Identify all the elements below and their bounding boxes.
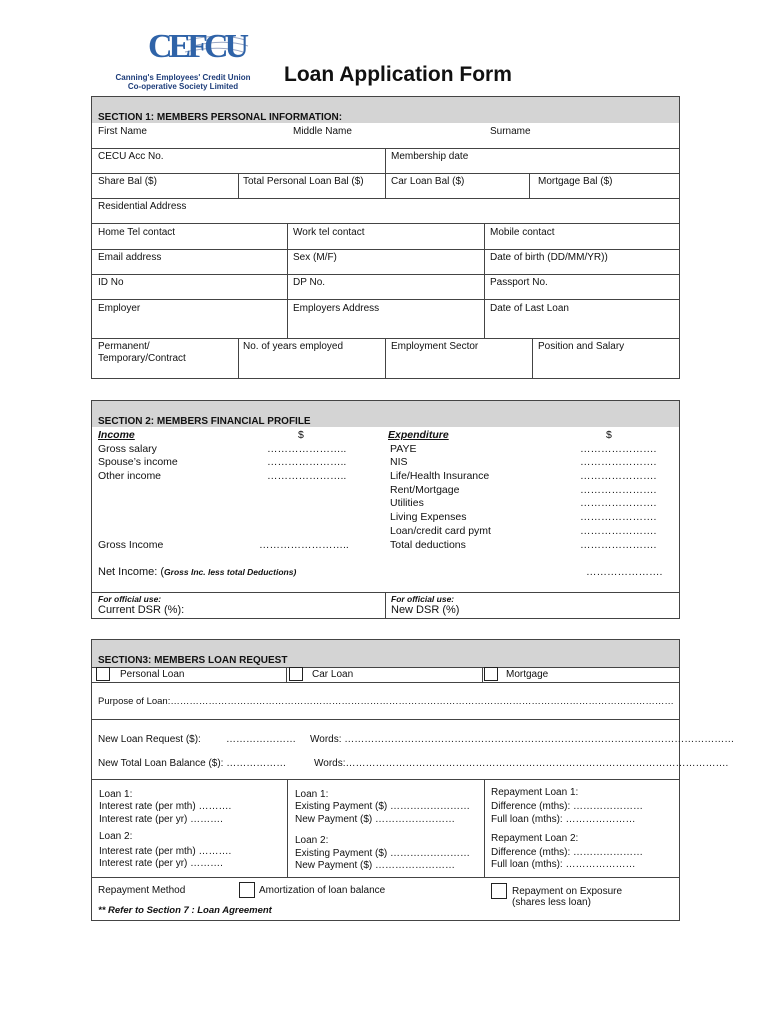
page-title: Loan Application Form <box>284 63 512 86</box>
loan2-label-a: Loan 2: <box>99 831 133 842</box>
passport-no-label: Passport No. <box>490 277 548 288</box>
exp-dots-3: …………………. <box>580 470 657 482</box>
repayment-exposure-checkbox[interactable] <box>491 883 507 899</box>
exp-dots-5: …………………. <box>580 497 657 509</box>
personal-loan-label: Personal Loan <box>120 669 185 680</box>
logo-org-line1: Canning's Employees' Credit Union <box>115 73 251 82</box>
mortgage-label: Mortgage <box>506 669 549 680</box>
home-tel-label: Home Tel contact <box>98 227 176 238</box>
spouse-income-dots: ………………….. <box>267 456 347 468</box>
net-income-note: Gross Inc. less total Deductions) <box>164 567 297 577</box>
car-loan-label: Car Loan <box>312 669 354 680</box>
logo <box>93 26 283 96</box>
first-name-label: First Name <box>98 126 147 137</box>
section1-header: SECTION 1: MEMBERS PERSONAL INFORMATION: <box>98 112 343 123</box>
car-loan-bal-label: Car Loan Bal ($) <box>391 176 465 187</box>
share-bal-label: Share Bal ($) <box>98 176 157 187</box>
permanent-label: Permanent/ <box>98 341 150 352</box>
exp-dots-7: …………………. <box>580 525 657 537</box>
amortization-checkbox[interactable] <box>239 882 255 898</box>
new-payment-2: New Payment ($) …………………… <box>295 860 456 871</box>
logo-letters: CEFCU <box>148 28 246 65</box>
dp-no-label: DP No. <box>293 277 326 288</box>
exp-dots-1: …………………. <box>580 443 657 455</box>
section1-frame <box>91 96 680 379</box>
mobile-label: Mobile contact <box>490 227 555 238</box>
employment-sector-label: Employment Sector <box>391 341 479 352</box>
dob-label: Date of birth (DD/MM/YR)) <box>490 252 608 263</box>
mortgage-bal-label: Mortgage Bal ($) <box>538 176 613 187</box>
exp-item-total: Total deductions <box>390 539 466 551</box>
gross-income-label: Gross Income <box>98 539 164 551</box>
existing-payment-2: Existing Payment ($) …………………… <box>295 848 471 859</box>
position-salary-label: Position and Salary <box>538 341 625 352</box>
repayment-loan2-label: Repayment Loan 2: <box>491 833 579 844</box>
sex-label: Sex (M/F) <box>293 252 337 263</box>
exp-item-living: Living Expenses <box>390 511 467 523</box>
repayment-exposure-line1: Repayment on Exposure <box>512 886 623 897</box>
car-loan-checkbox[interactable] <box>289 667 303 681</box>
logo-org-line2: Co-operative Society Limited <box>127 82 239 91</box>
temporary-contract-label: Temporary/Contract <box>98 353 186 364</box>
full-loan-mths-1: Full loan (mths): ………………… <box>491 814 636 825</box>
exp-item-paye: PAYE <box>390 443 417 455</box>
exp-item-utilities: Utilities <box>390 497 424 509</box>
existing-payment-1: Existing Payment ($) …………………… <box>295 801 471 812</box>
net-income-dots: …………………. <box>586 566 663 578</box>
exp-dots-2: …………………. <box>580 456 657 468</box>
surname-label: Surname <box>490 126 531 137</box>
exp-dots-4: …………………. <box>580 484 657 496</box>
words-line-1: Words: ……………………………………………………………………………………………………… <box>310 734 735 745</box>
total-personal-loan-bal-label: Total Personal Loan Bal ($) <box>243 176 364 187</box>
email-label: Email address <box>98 252 162 263</box>
section2-header: SECTION 2: MEMBERS FINANCIAL PROFILE <box>98 416 311 427</box>
official-use-right: For official use: <box>391 594 455 604</box>
new-loan-request-dots: ………………… <box>226 734 296 745</box>
years-employed-label: No. of years employed <box>243 341 344 352</box>
exp-item-nis: NIS <box>390 456 408 468</box>
official-use-left: For official use: <box>98 594 162 604</box>
spouse-income-label: Spouse’s income <box>98 456 178 468</box>
interest-mth-1: Interest rate (per mth) ………. <box>99 801 232 812</box>
gross-salary-dots: ………………….. <box>267 443 347 455</box>
id-no-label: ID No <box>98 277 124 288</box>
middle-name-label: Middle Name <box>293 126 352 137</box>
new-dsr-label: New DSR (%) <box>391 604 460 616</box>
new-loan-request-label: New Loan Request ($): <box>98 734 201 745</box>
exp-item-insurance: Life/Health Insurance <box>390 470 490 482</box>
acc-no-label: CECU Acc No. <box>98 151 164 162</box>
refer-note: ** Refer to Section 7 : Loan Agreement <box>98 905 272 916</box>
expenditure-dollar: $ <box>606 429 612 441</box>
gross-income-dots: …………………….. <box>259 539 349 551</box>
other-income-label: Other income <box>98 470 162 482</box>
repayment-loan1-label: Repayment Loan 1: <box>491 787 579 798</box>
words-line-2: Words:……………………………………………………………………………………………………. <box>314 758 729 769</box>
difference-mths-2: Difference (mths): ………………… <box>491 847 644 858</box>
employer-label: Employer <box>98 303 141 314</box>
mortgage-checkbox[interactable] <box>484 667 498 681</box>
gross-salary-label: Gross salary <box>98 443 157 455</box>
interest-mth-2: Interest rate (per mth) ………. <box>99 846 232 857</box>
repayment-exposure-line2: (shares less loan) <box>512 897 591 908</box>
interest-yr-2: Interest rate (per yr) ………. <box>99 858 223 869</box>
membership-date-label: Membership date <box>391 151 469 162</box>
repayment-method-label: Repayment Method <box>98 885 186 896</box>
new-payment-1: New Payment ($) …………………… <box>295 814 456 825</box>
income-heading: Income <box>98 429 135 441</box>
loan1-label-b: Loan 1: <box>295 789 329 800</box>
loan2-label-b: Loan 2: <box>295 835 329 846</box>
personal-loan-checkbox[interactable] <box>96 667 110 681</box>
exp-dots-6: …………………. <box>580 511 657 523</box>
interest-yr-1: Interest rate (per yr) ………. <box>99 814 223 825</box>
purpose-of-loan: Purpose of Loan:…………………………………………………………………………………………………………………………………………… <box>98 696 674 707</box>
net-income-label <box>98 566 296 579</box>
income-dollar: $ <box>298 429 304 441</box>
residential-address-label: Residential Address <box>98 201 187 212</box>
exp-item-rent: Rent/Mortgage <box>390 484 460 496</box>
date-last-loan-label: Date of Last Loan <box>490 303 569 314</box>
net-income-text: Net Income: ( <box>98 566 165 578</box>
exp-dots-8: …………………. <box>580 539 657 551</box>
full-loan-mths-2: Full loan (mths): ………………… <box>491 859 636 870</box>
exp-item-loan-credit: Loan/credit card pymt <box>390 525 491 537</box>
new-total-balance-label: New Total Loan Balance ($): ……………… <box>98 758 287 769</box>
expenditure-heading: Expenditure <box>388 429 449 441</box>
current-dsr-label: Current DSR (%): <box>98 604 185 616</box>
other-income-dots: ………………….. <box>267 470 347 482</box>
employers-address-label: Employers Address <box>293 303 380 314</box>
difference-mths-1: Difference (mths): ………………… <box>491 801 644 812</box>
amortization-label: Amortization of loan balance <box>259 885 386 896</box>
work-tel-label: Work tel contact <box>293 227 365 238</box>
loan1-label-a: Loan 1: <box>99 789 133 800</box>
section3-header: SECTION3: MEMBERS LOAN REQUEST <box>98 655 288 666</box>
